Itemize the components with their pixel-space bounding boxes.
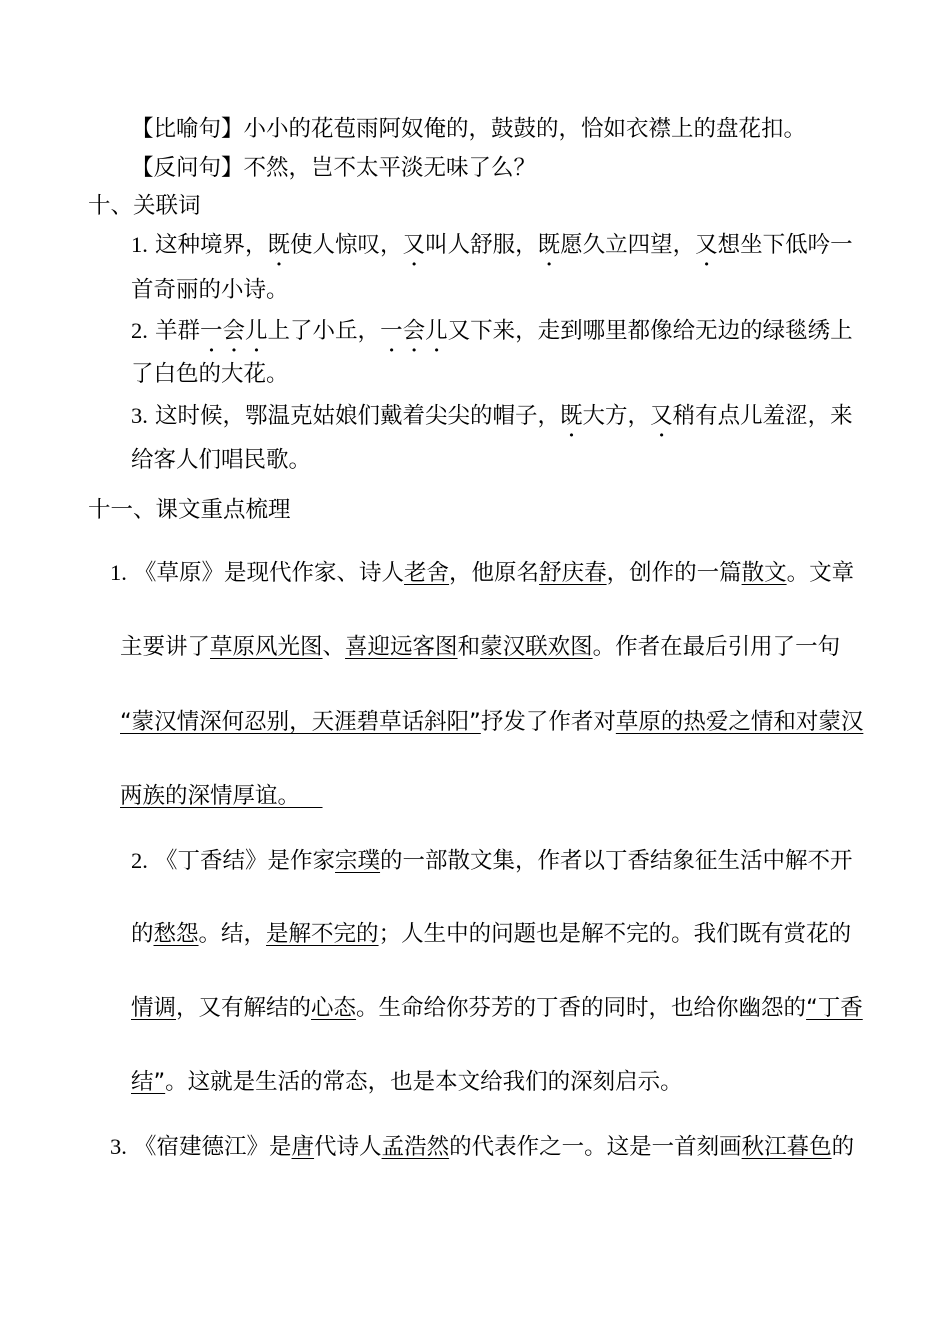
text-segment: 上了小丘， [267,318,381,344]
underlined-answer: 草原的热爱之情和对蒙汉 [615,709,864,735]
key-point-2-line4 [131,1066,683,1098]
rhetorical-question-sentence: 【反问句】不然，岂不太平淡无味了么？ [131,155,537,181]
text-segment: 、 [322,634,346,660]
section-heading-conjunctions: 十、关联词 [88,193,201,219]
text-segment: 。文章 [786,560,855,586]
text-segment: 的代表作之一。这是一首刻画 [449,1134,742,1160]
text-segment: 代诗人 [314,1134,382,1160]
underlined-answer: 孟浩然 [381,1134,450,1160]
text-segment: 大方， [582,403,651,429]
key-point-1-line1 [110,557,854,589]
underlined-answer: 愁怨 [153,921,199,947]
text-segment: 叫人舒服， [425,232,538,258]
conjunction-keyword: 既 [537,232,561,258]
text-segment: 的 [831,1134,855,1160]
text-segment: ，创作的一篇 [606,560,742,586]
section-heading-key-points: 十一、课文重点梳理 [88,497,291,523]
conjunction-keyword: 一会儿 [200,318,268,344]
conjunction-keyword: 既 [560,403,583,429]
underlined-answer: “丁香 [806,995,863,1021]
text-segment: 稍有点儿羞涩，来 [672,403,853,429]
underlined-answer: 情调 [131,995,177,1021]
item-number: 1. [110,560,127,585]
item-number: 2. [131,848,148,873]
key-point-2-line3 [131,992,863,1024]
text-segment: 这种境界， [147,232,268,258]
text-segment: ，又有解结的 [176,995,312,1021]
text-segment: 。作者在最后引用了一句 [592,634,841,660]
text-segment: 和 [457,634,481,660]
example-number: 1. [131,232,148,257]
text-segment: 《草原》是现代作家、诗人 [126,560,405,586]
underlined-answer: “蒙汉情深何忍别，天涯碧草话斜阳” [120,709,481,735]
text-segment: 羊群 [147,318,201,344]
text-segment: 使人惊叹， [290,232,403,258]
conjunction-example-1-line2: 首奇丽的小诗。 [131,277,289,303]
text-segment: 想坐下低吟一 [717,232,853,258]
simile-sentence: 【比喻句】小小的花苞雨阿奴俺的，鼓鼓的，恰如衣襟上的盘花扣。 [131,116,807,142]
underlined-answer: 心态 [311,995,357,1021]
key-point-2-line2 [131,918,851,950]
conjunction-keyword: 又 [402,232,426,258]
underlined-answer: 唐 [291,1134,315,1160]
underlined-answer: 是解不完的 [266,921,379,947]
underlined-answer: 秋江暮色 [741,1134,832,1160]
text-segment: ；人生中的问题也是解不完的。我们既有赏花的 [378,921,852,947]
conjunction-example-2-line2: 了白色的大花。 [131,361,289,387]
text-segment: 的 [131,921,154,947]
text-segment: 《丁香结》是作家 [147,848,336,874]
key-point-2-line1 [131,845,853,877]
example-number: 3. [131,403,148,428]
conjunction-keyword: 一会儿 [380,318,448,344]
underlined-answer: 老舍 [404,560,450,586]
text-segment: 主要讲了 [120,634,211,660]
text-segment: 愿久立四望， [560,232,696,258]
conjunction-example-3-line2: 给客人们唱民歌。 [131,447,312,473]
key-point-1-line2 [120,631,840,663]
key-point-1-line4 [120,780,323,812]
conjunction-keyword: 又 [650,403,673,429]
underlined-answer: 宗璞 [335,848,381,874]
conjunction-example-2-line1 [131,315,853,357]
underlined-answer: 结” [131,1069,166,1095]
text-segment: 的一部散文集，作者以丁香结象征生活中解不开 [380,848,853,874]
underlined-answer: 两族的深情厚谊。 [120,783,301,809]
text-segment: 。生命给你芬芳的丁香的同时，也给你幽怨的 [356,995,807,1021]
underlined-answer: 散文 [741,560,787,586]
text-segment: 。这就是生活的常态，也是本文给我们的深刻启示。 [165,1069,683,1095]
key-point-1-line3 [120,706,863,738]
conjunction-example-3-line1 [131,400,853,442]
text-segment: 。结， [198,921,267,947]
text-segment: 抒发了作者对 [480,709,616,735]
conjunction-example-1-line1 [131,229,853,271]
underlined-answer: 喜迎远客图 [345,634,458,660]
text-segment: 《宿建德江》是 [126,1134,292,1160]
text-segment: ，他原名 [449,560,540,586]
underline-extension [300,783,323,809]
text-segment: 这时候，鄂温克姑娘们戴着尖尖的帽子， [147,403,561,429]
key-point-3-line1 [110,1131,854,1163]
underlined-answer: 蒙汉联欢图 [480,634,593,660]
underlined-answer: 草原风光图 [210,634,323,660]
item-number: 3. [110,1134,127,1159]
example-number: 2. [131,318,148,343]
text-segment: 又下来，走到哪里都像给无边的绿毯绣上 [447,318,853,344]
underlined-answer: 舒庆春 [539,560,607,586]
conjunction-keyword: 既 [267,232,291,258]
conjunction-keyword: 又 [695,232,718,258]
